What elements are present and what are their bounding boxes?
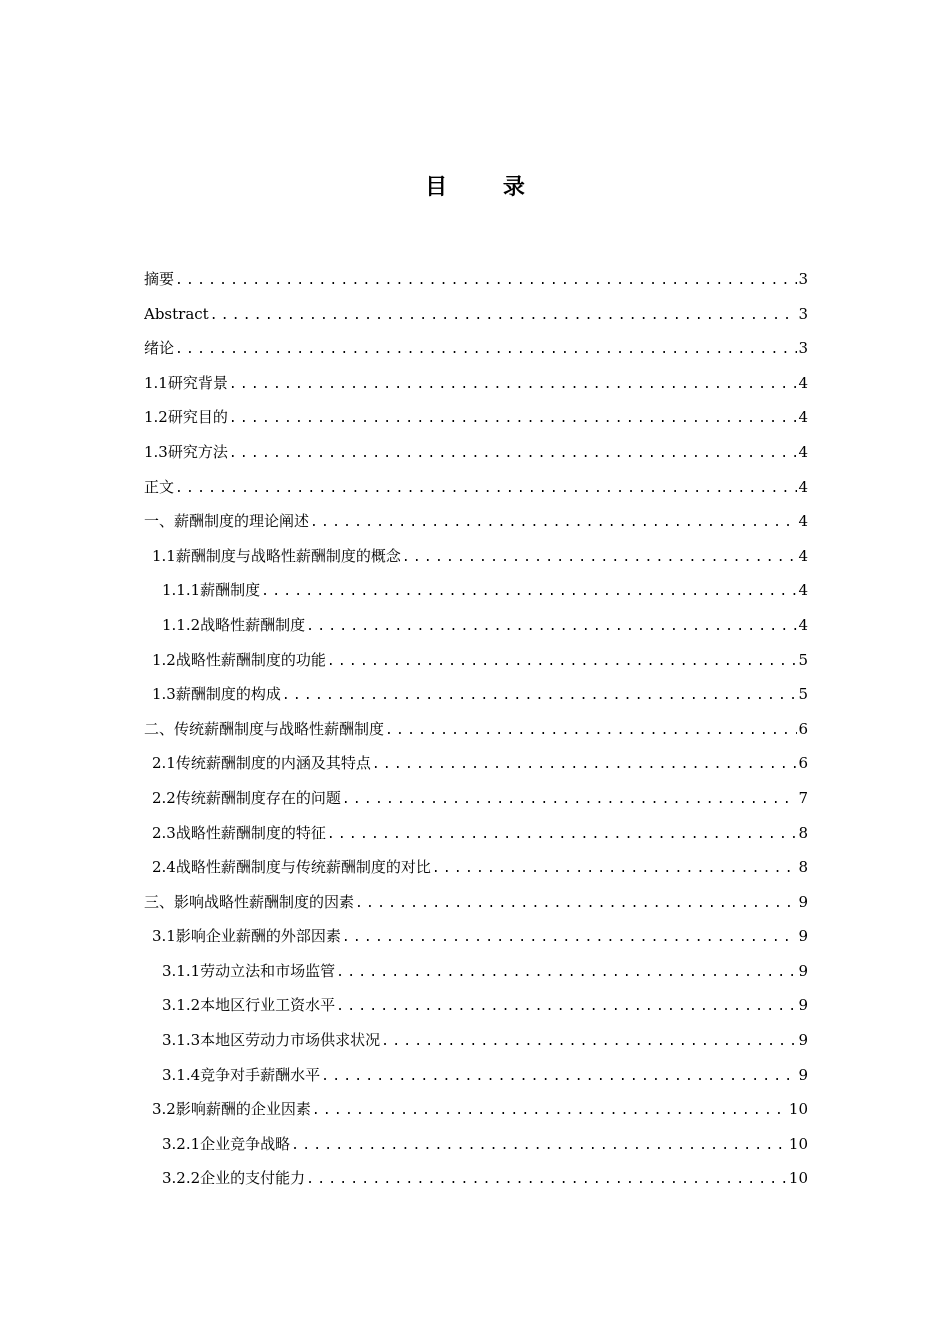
toc-entry-page-number: 6 <box>798 719 808 738</box>
toc-entry-page-number: 5 <box>798 650 808 669</box>
toc-entry[interactable] <box>144 435 808 470</box>
toc-dot-leader <box>385 714 797 747</box>
toc-entry-page-number: 4 <box>798 512 808 531</box>
toc-dot-leader <box>310 506 797 539</box>
toc-entry-page-number: 4 <box>798 442 808 461</box>
toc-dot-leader <box>312 1094 788 1127</box>
toc-entry-title: 1.2研究目的 <box>144 408 228 427</box>
toc-entry[interactable] <box>144 331 808 366</box>
toc-entry-page-number: 4 <box>798 408 808 427</box>
toc-dot-leader <box>175 472 797 505</box>
toc-entry[interactable] <box>144 262 808 297</box>
toc-entry-title: 3.1.4竞争对手薪酬水平 <box>162 1065 321 1084</box>
toc-entry-title: 1.1薪酬制度与战略性薪酬制度的概念 <box>152 546 401 565</box>
toc-entry-page-number: 5 <box>798 685 808 704</box>
toc-entry-title: 1.3薪酬制度的构成 <box>152 685 281 704</box>
toc-entry-page-number: 9 <box>798 996 808 1015</box>
toc-dot-leader <box>261 575 797 608</box>
toc-entry[interactable] <box>144 885 808 920</box>
toc-entry-title: 绪论 <box>144 339 175 358</box>
page-title: 目 录 <box>425 175 549 200</box>
toc-entry-title: 2.4战略性薪酬制度与传统薪酬制度的对比 <box>152 858 431 877</box>
toc-entry[interactable] <box>144 297 808 332</box>
toc-entry-title: 正文 <box>144 477 175 496</box>
toc-dot-leader <box>175 333 797 366</box>
toc-entry-title: 摘要 <box>144 270 175 288</box>
toc-entry-page-number: 9 <box>798 927 808 946</box>
toc-entry-page-number: 8 <box>798 858 808 877</box>
toc-entry-title: 2.1传统薪酬制度的内涵及其特点 <box>152 754 371 773</box>
toc-entry-page-number: 3 <box>798 339 808 358</box>
toc-entry-page-number: 10 <box>788 1134 808 1153</box>
toc-dot-leader <box>282 679 798 712</box>
toc-dot-leader <box>402 541 798 574</box>
toc-entry-title: 2.3战略性薪酬制度的特征 <box>152 823 326 842</box>
toc-entry-page-number: 10 <box>788 1169 808 1188</box>
toc-entry-page-number: 9 <box>798 892 808 911</box>
toc-entry[interactable] <box>144 816 808 851</box>
toc-entry-page-number: 8 <box>798 823 808 842</box>
toc-dot-leader <box>432 852 798 885</box>
toc-dot-leader <box>381 1025 797 1058</box>
table-of-contents <box>144 262 808 1196</box>
toc-entry-title: 3.1.1劳动立法和市场监管 <box>162 961 336 980</box>
toc-dot-leader <box>229 402 798 435</box>
toc-entry[interactable] <box>144 1161 808 1196</box>
toc-dot-leader <box>306 610 797 643</box>
toc-dot-leader <box>327 818 798 851</box>
toc-entry-title: 1.2战略性薪酬制度的功能 <box>152 650 326 669</box>
toc-entry[interactable] <box>144 746 808 781</box>
toc-entry-title: 三、影响战略性薪酬制度的因素 <box>144 892 355 911</box>
toc-entry[interactable] <box>144 1023 808 1058</box>
toc-entry[interactable] <box>144 712 808 747</box>
toc-dot-leader <box>372 748 798 781</box>
toc-entry[interactable] <box>144 608 808 643</box>
toc-dot-leader <box>291 1129 788 1162</box>
toc-dot-leader <box>336 990 797 1023</box>
toc-entry-page-number: 3 <box>798 304 808 323</box>
toc-dot-leader <box>336 956 797 989</box>
toc-entry-title: 3.2影响薪酬的企业因素 <box>152 1100 311 1119</box>
toc-entry-title: 1.1.1薪酬制度 <box>162 581 261 600</box>
toc-entry[interactable] <box>144 850 808 885</box>
toc-dot-leader <box>342 783 798 816</box>
toc-dot-leader <box>342 921 798 954</box>
toc-entry[interactable] <box>144 677 808 712</box>
toc-entry-title: 3.2.1企业竞争战略 <box>162 1134 291 1153</box>
toc-entry[interactable] <box>144 539 808 574</box>
toc-dot-leader <box>229 437 798 470</box>
toc-dot-leader <box>321 1060 797 1093</box>
toc-entry-title: 2.2传统薪酬制度存在的问题 <box>152 788 341 807</box>
toc-entry[interactable] <box>144 988 808 1023</box>
toc-entry-page-number: 4 <box>798 477 808 496</box>
toc-dot-leader <box>175 264 797 297</box>
toc-entry-page-number: 9 <box>798 1065 808 1084</box>
toc-entry[interactable] <box>144 400 808 435</box>
toc-entry[interactable] <box>144 1127 808 1162</box>
toc-entry[interactable] <box>144 573 808 608</box>
toc-dot-leader <box>355 887 797 920</box>
toc-entry[interactable] <box>144 954 808 989</box>
toc-entry-page-number: 3 <box>798 270 808 288</box>
toc-entry[interactable] <box>144 643 808 678</box>
toc-entry-page-number: 4 <box>798 615 808 634</box>
toc-dot-leader <box>210 299 798 332</box>
toc-entry-title: 一、薪酬制度的理论阐述 <box>144 512 310 531</box>
toc-entry-page-number: 9 <box>798 961 808 980</box>
toc-entry-title: 二、传统薪酬制度与战略性薪酬制度 <box>144 719 385 738</box>
toc-entry[interactable] <box>144 919 808 954</box>
toc-entry-title: 3.1.3本地区劳动力市场供求状况 <box>162 1031 381 1050</box>
toc-entry-page-number: 10 <box>788 1100 808 1119</box>
toc-entry-title: 3.2.2企业的支付能力 <box>162 1169 306 1188</box>
toc-entry-page-number: 4 <box>798 373 808 392</box>
toc-entry[interactable] <box>144 1058 808 1093</box>
toc-entry-page-number: 7 <box>798 788 808 807</box>
toc-entry-page-number: 4 <box>798 581 808 600</box>
toc-dot-leader <box>229 368 798 401</box>
toc-entry-page-number: 6 <box>798 754 808 773</box>
toc-entry-title: 1.1.2战略性薪酬制度 <box>162 615 306 634</box>
toc-dot-leader <box>306 1163 788 1196</box>
toc-entry-title: 3.1影响企业薪酬的外部因素 <box>152 927 341 946</box>
toc-entry-title: 1.3研究方法 <box>144 442 228 461</box>
toc-entry[interactable] <box>144 781 808 816</box>
toc-entry[interactable] <box>144 504 808 539</box>
toc-dot-leader <box>327 645 798 678</box>
toc-entry-title: 1.1研究背景 <box>144 373 228 392</box>
toc-entry[interactable] <box>144 1092 808 1127</box>
toc-entry-title: 3.1.2本地区行业工资水平 <box>162 996 336 1015</box>
toc-entry-page-number: 4 <box>798 546 808 565</box>
toc-entry-title: Abstract <box>144 304 209 323</box>
toc-entry[interactable] <box>144 366 808 401</box>
toc-entry[interactable] <box>144 470 808 505</box>
toc-entry-page-number: 9 <box>798 1031 808 1050</box>
